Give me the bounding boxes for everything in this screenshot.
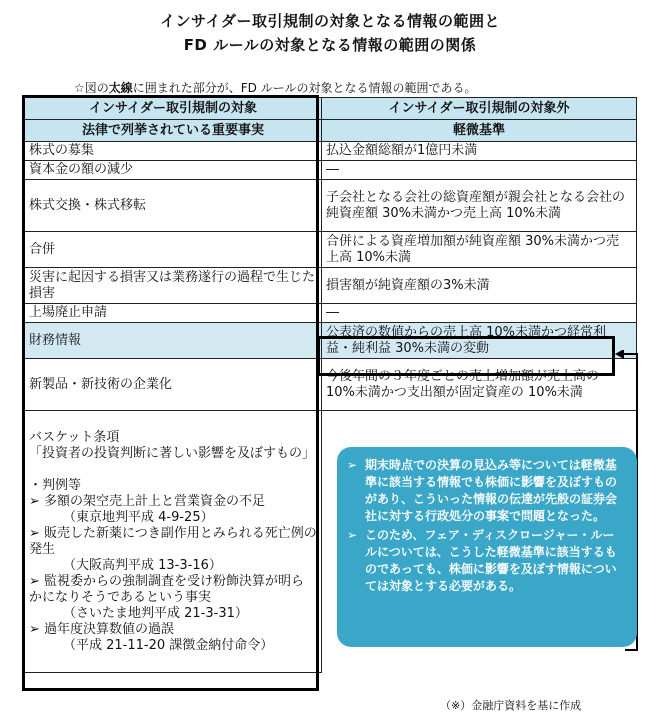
page-title-line2: FD ルールの対象となる情報の範囲の関係 bbox=[183, 36, 477, 54]
case-item: ➢ 過年度決算数値の過誤 bbox=[29, 621, 175, 637]
header-insider-target: インサイダー取引規制の対象 bbox=[25, 98, 322, 120]
header-insider-excluded: インサイダー取引規制の対象外 bbox=[322, 98, 637, 120]
arrow-bullet-icon: ➢ bbox=[29, 493, 45, 509]
case-ref: （平成 21-11-20 課徴金納付命令） bbox=[63, 637, 274, 653]
subheader-de-minimis: 軽微基準 bbox=[322, 120, 637, 142]
case-ref: （さいたま地判平成 21-3-31） bbox=[63, 605, 248, 621]
row-left: 新製品・新技術の企業化 bbox=[25, 359, 322, 411]
row-right: 払込金額総額が1億円未満 bbox=[322, 142, 637, 161]
table-row bbox=[25, 359, 637, 411]
basket-quote: 「投資者の投資判断に著しい影響を及ぼすもの」 bbox=[29, 445, 316, 461]
legend-note-bold: 太線 bbox=[108, 81, 133, 95]
table-row bbox=[25, 142, 637, 161]
callout-point: ➢ 期末時点での決算の見込み等については軽微基準に該当する情報でも株価に影響を及ぼすものがあり、こういった情報の伝達が先般の証券会社に対する行政処分の事案で問題となった。 bbox=[347, 458, 618, 523]
case-ref: （大阪高判平成 13-3-16） bbox=[63, 557, 222, 573]
row-left: 資本金の額の減少 bbox=[25, 161, 322, 180]
case-item: ➢ 多額の架空売上計上と営業資金の不足 bbox=[29, 493, 266, 509]
row-right: 今後年間の３年度ごとの売上増加額が売上高の 10%未満かつ支出額が固定資産の 10%未満 bbox=[322, 359, 637, 411]
case-item: ➢ 監視委からの強制調査を受け粉飾決算が明らかになりそうであるという事実 bbox=[29, 573, 305, 605]
legend-note: ☆図の太線に囲まれた部分が、FD ルールの対象となる情報の範囲である。 bbox=[74, 81, 477, 95]
page-title-line1: インサイダー取引規制の対象となる情報の範囲と bbox=[160, 12, 500, 30]
basket-clause-cell bbox=[25, 411, 322, 673]
row-right: 損害額が純資産額の3%未満 bbox=[322, 268, 637, 304]
arrow-bullet-icon: ➢ bbox=[29, 573, 45, 589]
table-row bbox=[25, 161, 637, 180]
table-row bbox=[25, 268, 637, 304]
row-left: 株式交換・株式移転 bbox=[25, 180, 322, 232]
precedent-label: ・判例等 bbox=[29, 477, 82, 493]
arrow-bullet-icon: ➢ bbox=[347, 528, 358, 542]
row-left: 上場廃止申請 bbox=[25, 304, 322, 323]
table-row-financial bbox=[25, 323, 637, 359]
case-item: ➢ 販売した新薬につき副作用とみられる死亡例の発生 bbox=[29, 525, 317, 557]
case-ref: （東京地判平成 4-9-25） bbox=[63, 509, 214, 525]
source-note: （※）金融庁資料を基に作成 bbox=[440, 699, 582, 712]
table-header-row bbox=[25, 98, 637, 120]
subheader-material-facts: 法律で列挙されている重要事実 bbox=[25, 120, 322, 142]
table-row bbox=[25, 232, 637, 268]
row-right: 公表済の数値からの売上高 10%未満かつ経常利益・純利益 30%未満の変動 bbox=[322, 323, 637, 359]
row-right: 合併による資産増加額が純資産額 30%未満かつ売上高 10%未満 bbox=[322, 232, 637, 268]
row-left: 災害に起因する損害又は業務遂行の過程で生じた損害 bbox=[25, 268, 322, 304]
arrow-bullet-icon: ➢ bbox=[347, 458, 358, 472]
explanation-callout bbox=[337, 447, 637, 647]
table-row bbox=[25, 180, 637, 232]
row-right: ― bbox=[322, 304, 637, 323]
row-left: 合併 bbox=[25, 232, 322, 268]
row-right: ― bbox=[322, 161, 637, 180]
row-right: 子会社となる会社の総資産額が親会社となる会社の純資産額 30%未満かつ売上高 10%未満 bbox=[322, 180, 637, 232]
arrow-bullet-icon: ➢ bbox=[29, 525, 45, 541]
row-left: 財務情報 bbox=[25, 323, 322, 359]
basket-title: バスケット条項 bbox=[29, 429, 120, 445]
callout-point: ➢ このため、フェア・ディスクロージャー・ルールについては、こうした軽微基準に該当するものであっても、株価に影響を及ぼす情報については対象とする必要がある。 bbox=[347, 528, 617, 593]
row-left: 株式の募集 bbox=[25, 142, 322, 161]
table-row bbox=[25, 304, 637, 323]
arrow-bullet-icon: ➢ bbox=[29, 621, 45, 637]
table-subheader-row bbox=[25, 120, 637, 142]
